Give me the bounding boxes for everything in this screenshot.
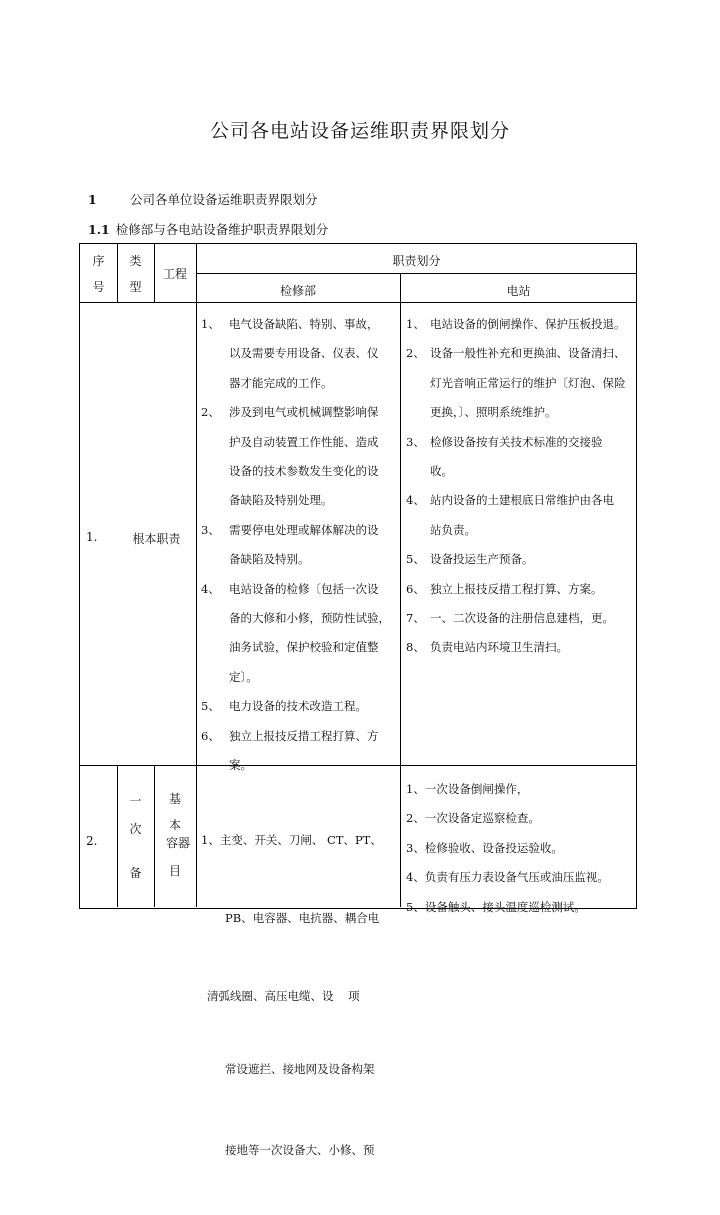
list-item: 6、 独立上报技反措工程打算、方案。 <box>406 581 603 596</box>
list-item: 7、 一、二次设备的注册信息建档，更。 <box>406 611 614 626</box>
list-item: 3、 需要停电处理或解体解决的设 备缺陷及特别。 <box>201 522 379 567</box>
row2-maintenance-text <box>201 775 401 1215</box>
row2-seq: 2. <box>86 834 98 848</box>
text-line: 清弧线圈、高压电缆、设 项 <box>207 989 360 1003</box>
list-item: 4、 站内设备的土建根底日常维护由各电 站负责。 <box>406 493 614 537</box>
list-item: 4、 电站设备的检修〔包括一次设 备的大修和小修，预防性试验， 油务试验，保护校验和定值整 定〕。 <box>201 581 390 684</box>
text-line: 2、一次设备定巡察检查。 <box>406 811 540 826</box>
text-line: 1、一次设备倒闸操作， <box>406 782 529 796</box>
header-type-bottom: 型 <box>129 280 142 294</box>
list-item: 1、 电站设备的倒闸操作、保护压板投退。 <box>406 317 626 331</box>
section-text: 检修部与各电站设备维护职责界限划分 <box>115 222 329 237</box>
header-maintenance: 检修部 <box>279 284 316 298</box>
header-project: 工程 <box>162 267 187 281</box>
header-station: 电站 <box>506 284 531 298</box>
section-heading-1-1 <box>88 220 328 238</box>
row1-station-list <box>406 310 636 663</box>
row2-station-text <box>406 775 636 922</box>
section-heading-1 <box>88 190 318 208</box>
row1-maintenance-list <box>201 310 401 781</box>
text-line: 5、设备触头、接头温度巡检测试。 <box>406 899 586 914</box>
list-item: 5、 电力设备的技术改造工程。 <box>201 699 367 714</box>
document-title: 公司各电站设备运维职责界限划分 <box>209 120 510 142</box>
text-line: 常设遮拦、接地网及设备构架 <box>225 1062 375 1076</box>
text-line: 1、主变、开关、刀闸、 CT、PT、 <box>201 833 382 847</box>
row1-seq: 1. <box>86 530 98 544</box>
row2-type-char: 备 <box>129 866 142 880</box>
row2-sub-char: 容器 <box>165 836 190 850</box>
section-number: 1 <box>88 192 97 207</box>
duty-table <box>79 243 637 1157</box>
list-item: 6、 独立上报技反措工程打算、方 案。 <box>201 728 379 773</box>
list-item: 2、 涉及到电气或机械调整影响保 护及自动装置工作性能、造成 设备的技术参数发生变化的设 备缺陷及特别处理。 <box>201 405 379 508</box>
section-number: 1.1 <box>88 222 110 237</box>
row2-sub-char: 本 <box>168 818 181 832</box>
row1-type: 根本职责 <box>132 532 181 546</box>
text-line: 3、检修验收、设备投运验收。 <box>406 840 563 855</box>
row2-type-char: 一 <box>129 794 142 808</box>
list-item: 5、 设备投运生产预备。 <box>406 552 534 567</box>
text-line: PB、电容器、电抗器、耦合电 <box>225 911 380 925</box>
list-item: 1、 电气设备缺陷、特别、事故， 以及需要专用设备、仪表、仪 器才能完成的工作。 <box>201 317 379 390</box>
text-line: 接地等一次设备大、小修、预 <box>225 1143 375 1157</box>
header-type-top: 类 <box>129 254 142 268</box>
list-item: 3、 检修设备按有关技术标准的交接验 收。 <box>406 434 603 479</box>
row2-type-char: 次 <box>129 822 142 836</box>
text-line: 4、负责有压力表设备气压或油压监视。 <box>406 870 609 885</box>
list-item: 2、 设备一般性补充和更换油、设备清扫、 灯光音响正常运行的维护〔灯泡、保险 更换，〕、照明系统维护。 <box>406 346 626 420</box>
header-seq-bottom: 号 <box>92 280 105 294</box>
row2-sub-char: 目 <box>168 864 181 878</box>
header-seq-top: 序 <box>92 254 105 268</box>
header-duty: 职责划分 <box>392 254 441 268</box>
section-text: 公司各单位设备运维职责界限划分 <box>130 192 318 207</box>
row2-sub-char: 基 <box>168 792 181 806</box>
list-item: 8、 负责电站内环境卫生清扫。 <box>406 640 568 655</box>
